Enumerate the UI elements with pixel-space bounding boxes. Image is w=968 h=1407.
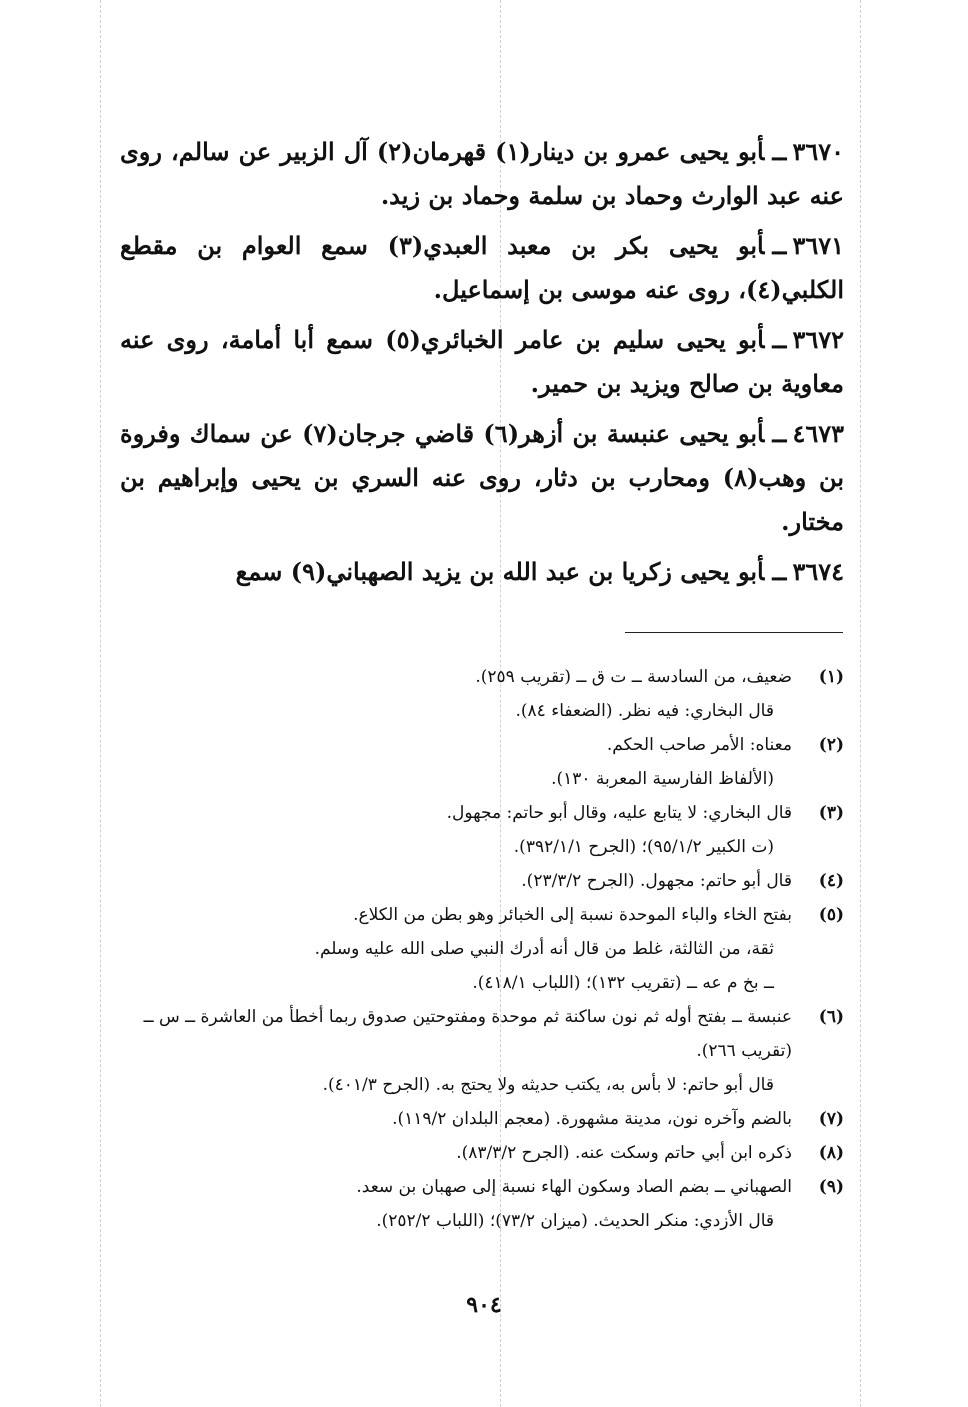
entry-text: أبو يحيى زكريا بن عبد الله بن يزيد الصهباني(٩) سمع <box>235 557 765 586</box>
footnote-line: ــ بخ م عه ــ (تقريب ١٣٢)؛ (اللباب ٤١٨/١). <box>472 973 774 993</box>
footnote-separator <box>625 632 843 633</box>
footnote-2 <box>120 728 844 796</box>
footnote-body <box>120 728 792 796</box>
footnote-line: الصهباني ــ بضم الصاد وسكون الهاء نسبة إلى صهبان بن سعد. <box>356 1177 792 1197</box>
entry-dash: ــ <box>772 231 787 260</box>
footnote-body <box>120 1102 792 1136</box>
entry-dash: ــ <box>772 557 787 586</box>
footnote-number: (٩) <box>818 1177 844 1197</box>
footnote-line: بفتح الخاء والباء الموحدة نسبة إلى الخبائر وهو بطن من الكلاع. <box>353 905 792 925</box>
entry-3670 <box>120 130 844 218</box>
entry-dash: ــ <box>772 137 787 166</box>
entry-dash: ــ <box>772 419 787 448</box>
footnote-9 <box>120 1170 844 1238</box>
entry-number: ٤٦٧٣ <box>792 419 844 448</box>
footnote-4 <box>120 864 844 898</box>
entry-text: أبو يحيى عمرو بن دينار(١) قهرمان(٢) آل الزبير عن سالم، روى عنه عبد الوارث وحماد بن سلمة وحماد بن زيد. <box>120 137 844 210</box>
footnote-line: (ت الكبير ٩٥/١/٢)؛ (الجرح ٣٩٢/١/١). <box>513 837 774 857</box>
entry-text: أبو يحيى سليم بن عامر الخبائري(٥) سمع أبا أمامة، روى عنه معاوية بن صالح ويزيد بن حمير. <box>120 325 844 398</box>
entry-text: أبو يحيى بكر بن معبد العبدي(٣) سمع العوام بن مقطع الكلبي(٤)، روى عنه موسى بن إسماعيل. <box>120 231 844 304</box>
entry-number: ٣٦٧١ <box>792 231 844 260</box>
footnote-number: (٤) <box>818 871 844 891</box>
footnote-3 <box>120 796 844 864</box>
footnote-number: (٣) <box>818 803 844 823</box>
footnote-number: (٨) <box>818 1143 844 1163</box>
footnote-line: عنبسة ــ بفتح أوله ثم نون ساكنة ثم موحدة ومفتوحتين صدوق ربما أخطأ من العاشرة ــ س ــ (تقريب ٢٦٦). <box>143 1007 792 1061</box>
footnote-line: قال البخاري: لا يتابع عليه، وقال أبو حاتم: مجهول. <box>446 803 792 823</box>
entry-4673 <box>120 412 844 544</box>
footnote-line: بالضم وآخره نون، مدينة مشهورة. (معجم البلدان ١١٩/٢). <box>392 1109 792 1129</box>
entry-3671 <box>120 224 844 312</box>
footnote-1 <box>120 660 844 728</box>
entry-3674 <box>120 550 844 594</box>
main-text <box>120 130 844 600</box>
footnote-line: قال الأزدي: منكر الحديث. (ميزان ٧٣/٢)؛ (اللباب ٢٥٢/٢). <box>376 1211 774 1231</box>
entry-number: ٣٦٧٠ <box>792 137 844 166</box>
footnote-body <box>120 864 792 898</box>
footnote-body <box>120 796 792 864</box>
footnote-body <box>120 660 792 728</box>
footnote-line: ذكره ابن أبي حاتم وسكت عنه. (الجرح ٨٣/٣/٢). <box>456 1143 792 1163</box>
footnotes <box>120 660 844 1238</box>
footnote-body <box>120 1000 792 1102</box>
footnote-6 <box>120 1000 844 1102</box>
footnote-line: معناه: الأمر صاحب الحكم. <box>606 735 792 755</box>
footnote-5 <box>120 898 844 1000</box>
footnote-number: (٥) <box>818 905 844 925</box>
footnote-line: قال أبو حاتم: مجهول. (الجرح ٢٣/٣/٢). <box>521 871 792 891</box>
entry-number: ٣٦٧٢ <box>792 325 845 354</box>
footnote-line: قال البخاري: فيه نظر. (الضعفاء ٨٤). <box>515 701 774 721</box>
footnote-body <box>120 1170 792 1238</box>
footnote-line: (الألفاظ الفارسية المعربة ١٣٠). <box>551 769 774 789</box>
entry-dash: ــ <box>772 325 787 354</box>
page-number: ٩٠٤ <box>466 1292 502 1318</box>
footnote-body <box>120 1136 792 1170</box>
scan-fold-line-right <box>860 0 861 1407</box>
footnote-number: (٧) <box>818 1109 844 1129</box>
footnote-line: ضعيف، من السادسة ــ ت ق ــ (تقريب ٢٥٩). <box>475 667 792 687</box>
entry-3672 <box>120 318 844 406</box>
entry-text: أبو يحيى عنبسة بن أزهر(٦) قاضي جرجان(٧) عن سماك وفروة بن وهب(٨) ومحارب بن دثار، روى عنه السري بن يحيى وإبراهيم بن مختار. <box>120 419 845 536</box>
footnote-8 <box>120 1136 844 1170</box>
footnote-number: (٦) <box>818 1007 844 1027</box>
footnote-number: (٢) <box>818 735 844 755</box>
entry-number: ٣٦٧٤ <box>792 557 844 586</box>
footnote-body <box>120 898 792 1000</box>
scan-fold-line-left <box>100 0 101 1407</box>
footnote-7 <box>120 1102 844 1136</box>
footnote-line: قال أبو حاتم: لا بأس به، يكتب حديثه ولا يحتج به. (الجرح ٤٠١/٣). <box>322 1075 774 1095</box>
footnote-number: (١) <box>818 667 844 687</box>
footnote-line: ثقة، من الثالثة، غلط من قال أنه أدرك النبي صلى الله عليه وسلم. <box>314 939 774 959</box>
